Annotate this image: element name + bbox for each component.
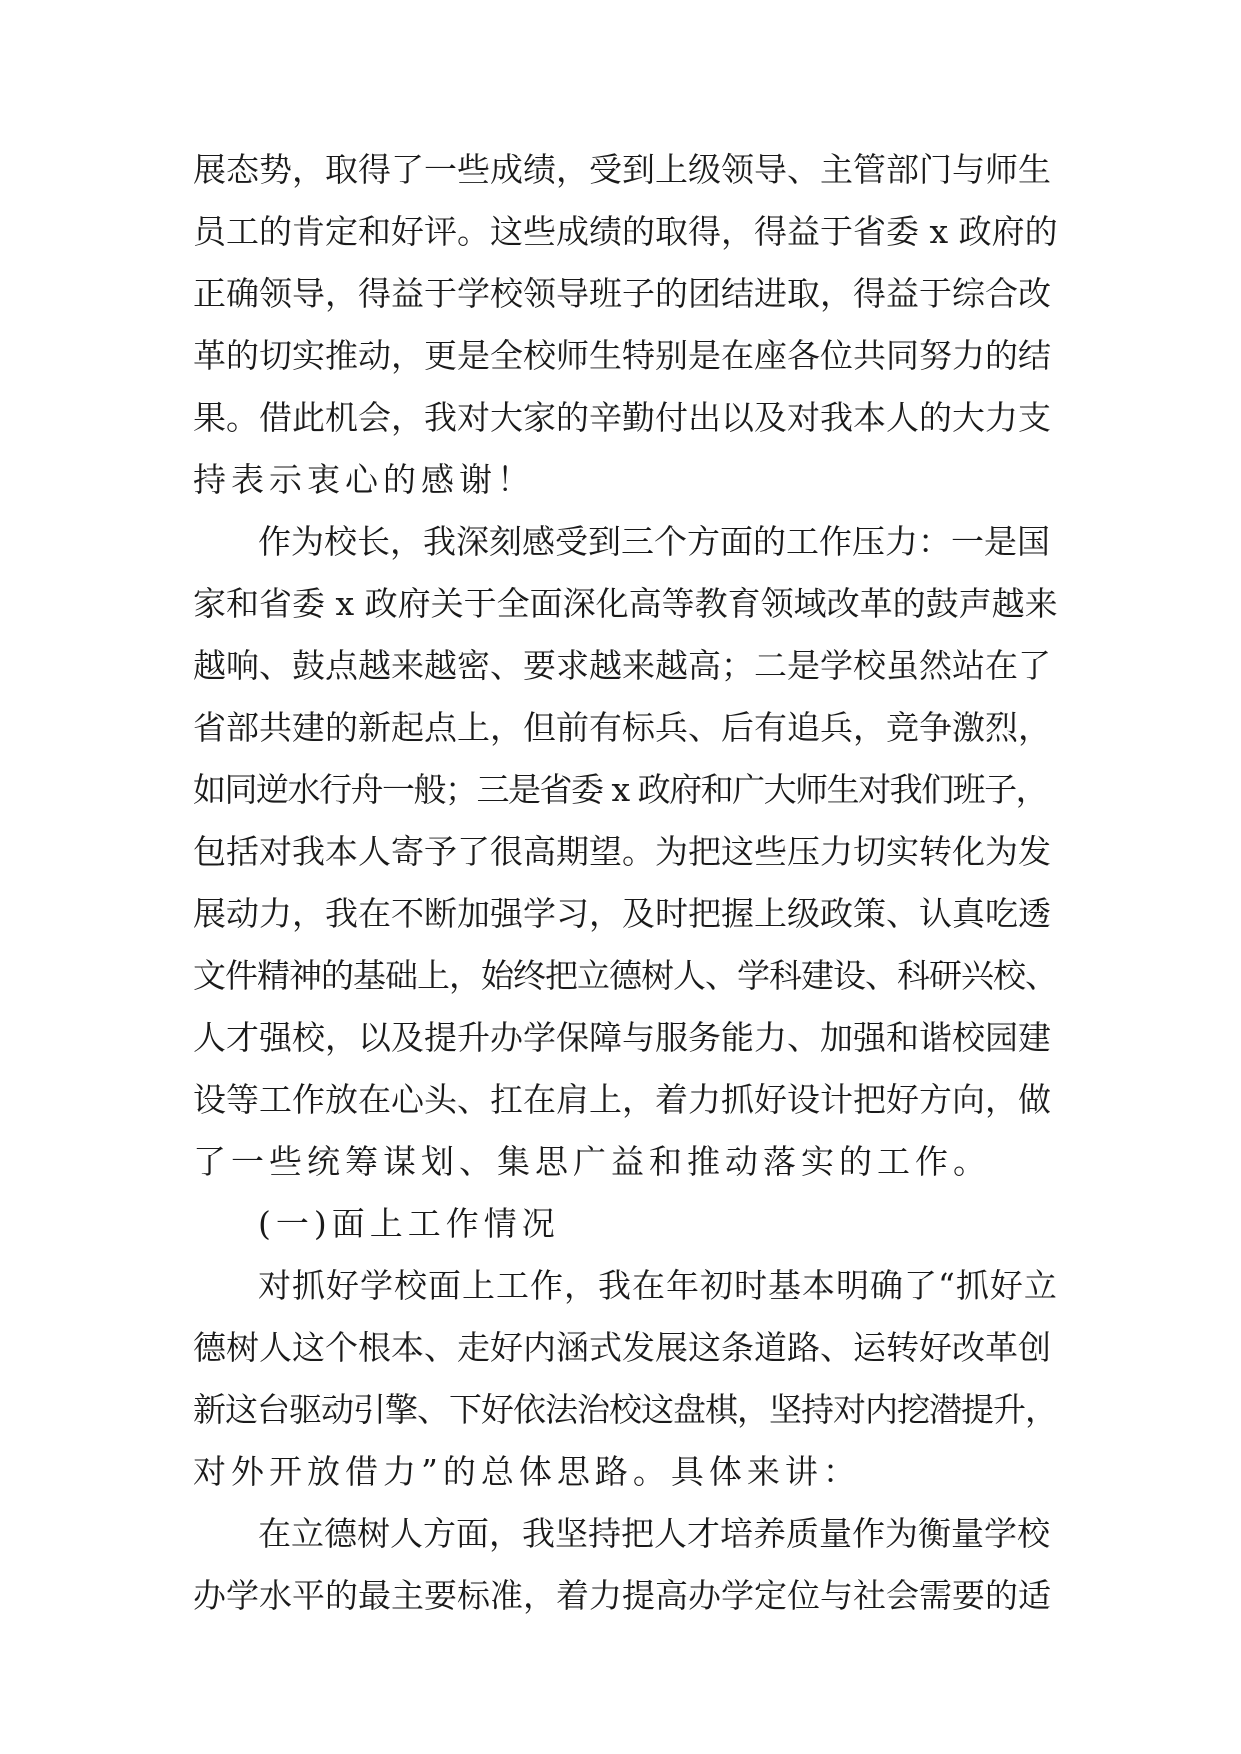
- text-line: 省部共建的新起点上，但前有标兵、后有追兵，竞争激烈，: [193, 708, 1051, 747]
- text-line: 设等工作放在心头、扛在肩上，着力抓好设计把好方向，做: [193, 1080, 1051, 1119]
- text-line: 如同逆水行舟一般；三是省委 x 政府和广大师生对我们班子，: [193, 770, 1048, 809]
- text-line: 展动力，我在不断加强学习，及时把握上级政策、认真吃透: [193, 894, 1051, 933]
- text-line: 果。借此机会，我对大家的辛勤付出以及对我本人的大力支: [193, 398, 1051, 437]
- section-heading: (一)面上工作情况: [258, 1204, 560, 1243]
- text-line: 革的切实推动，更是全校师生特别是在座各位共同努力的结: [193, 336, 1051, 375]
- paragraph-first-line: 对抓好学校面上工作，我在年初时基本明确了“抓好立: [258, 1266, 1058, 1305]
- text-line: 持表示衷心的感谢！: [193, 460, 535, 499]
- text-line: 正确领导，得益于学校领导班子的团结进取，得益于综合改: [193, 274, 1051, 313]
- text-line: 对外开放借力”的总体思路。具体来讲：: [193, 1452, 861, 1491]
- text-line: 了一些统筹谋划、集思广益和推动落实的工作。: [193, 1142, 991, 1181]
- text-line: 办学水平的最主要标准，着力提高办学定位与社会需要的适: [193, 1576, 1051, 1615]
- paragraph-first-line: 在立德树人方面，我坚持把人才培养质量作为衡量学校: [258, 1514, 1050, 1553]
- text-line: 新这台驱动引擎、下好依法治校这盘棋，坚持对内挖潜提升，: [193, 1390, 1057, 1429]
- text-line: 员工的肯定和好评。这些成绩的取得，得益于省委 x 政府的: [193, 212, 1058, 251]
- text-line: 越响、鼓点越来越密、要求越来越高；二是学校虽然站在了: [193, 646, 1051, 685]
- text-line: 包括对我本人寄予了很高期望。为把这些压力切实转化为发: [193, 832, 1051, 871]
- paragraph-first-line: 作为校长，我深刻感受到三个方面的工作压力：一是国: [258, 522, 1050, 561]
- text-line: 文件精神的基础上，始终把立德树人、学科建设、科研兴校、: [193, 956, 1057, 995]
- text-line: 人才强校，以及提升办学保障与服务能力、加强和谐校园建: [193, 1018, 1051, 1057]
- text-line: 德树人这个根本、走好内涵式发展这条道路、运转好改革创: [193, 1328, 1051, 1367]
- text-line: 家和省委 x 政府关于全面深化高等教育领域改革的鼓声越来: [193, 584, 1058, 623]
- text-line: 展态势，取得了一些成绩，受到上级领导、主管部门与师生: [193, 150, 1051, 189]
